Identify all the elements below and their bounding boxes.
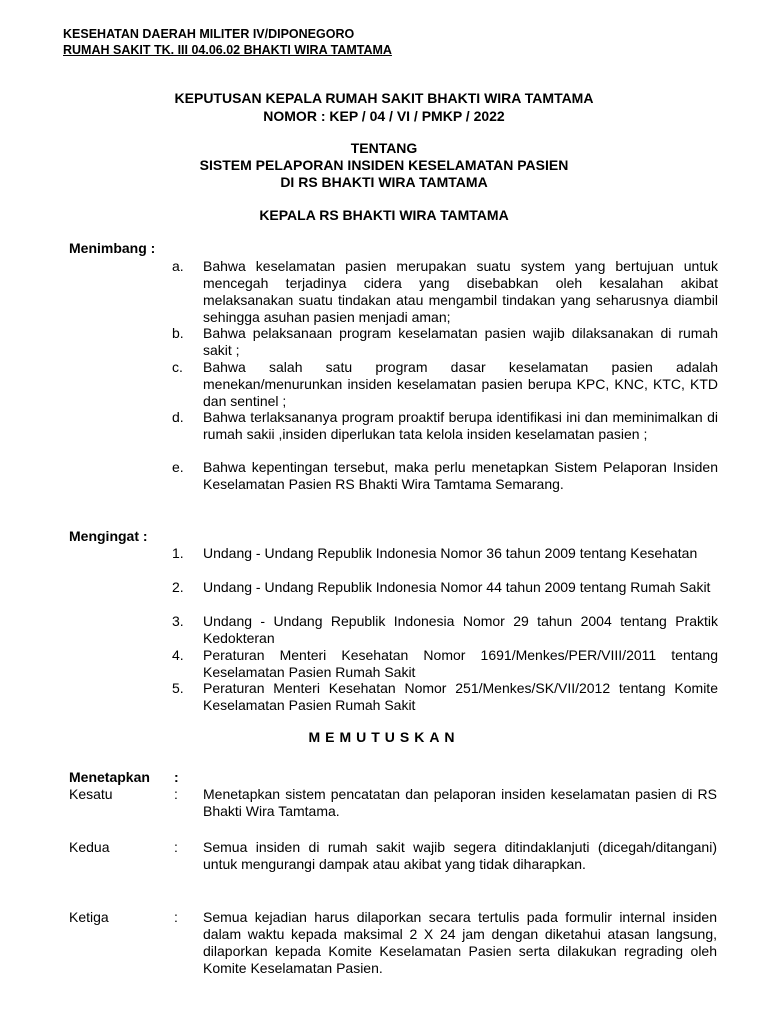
item-text: Bahwa kepentingan tersebut, maka perlu menetapkan Sistem Pelaporan Insiden Keselamatan Pasien RS Bhakti Wira Tamtama Semarang. — [203, 459, 718, 492]
item-marker: 5. — [172, 680, 184, 696]
item-text: Peraturan Menteri Kesehatan Nomor 251/Menkes/SK/VII/2012 tentang Komite Keselamatan Pasien Rumah Sakit — [203, 680, 718, 713]
item-text: Bahwa keselamatan pasien merupakan suatu system yang bertujuan untuk mencegah terjadinya cidera yang disebabkan oleh kesalahan akibat melaksanakan suatu tindakan atau mengambil tindakan yang seharusnya diambil sehingga asuhan pasien menjadi aman; — [203, 258, 718, 325]
item-text: Undang - Undang Republik Indonesia Nomor 36 tahun 2009 tentang Kesehatan — [203, 545, 698, 561]
mengingat-label: Mengingat : — [69, 528, 148, 544]
clause-colon: : — [174, 786, 178, 802]
mengingat-item — [172, 545, 718, 562]
item-marker: 1. — [172, 545, 184, 561]
clause-colon: : — [174, 909, 178, 925]
item-marker: a. — [172, 258, 184, 274]
mengingat-item — [172, 613, 718, 647]
menimbang-item — [172, 258, 718, 326]
menimbang-item — [172, 459, 718, 493]
clause-text: Menetapkan sistem pencatatan dan pelaporan insiden keselamatan pasien di RS Bhakti Wira Tamtama. — [203, 786, 717, 819]
item-text: Undang - Undang Republik Indonesia Nomor 44 tahun 2009 tentang Rumah Sakit — [203, 579, 711, 595]
item-marker: c. — [172, 359, 183, 375]
item-marker: e. — [172, 459, 184, 475]
subject-line2: DI RS BHAKTI WIRA TAMTAMA — [280, 174, 488, 190]
decree-title: KEPUTUSAN KEPALA RUMAH SAKIT BHAKTI WIRA TAMTAMA — [174, 90, 594, 106]
clause-text: Semua insiden di rumah sakit wajib segera ditindaklanjuti (dicegah/ditangani) untuk mengurangi dampak atau akibat yang tidak diharapkan. — [203, 839, 717, 872]
issuer-heading: KEPALA RS BHAKTI WIRA TAMTAMA — [259, 207, 509, 223]
menetapkan-label: Menetapkan — [69, 769, 150, 785]
item-text: Undang - Undang Republik Indonesia Nomor 29 tahun 2004 tentang Praktik Kedokteran — [203, 613, 718, 646]
menimbang-item — [172, 325, 718, 359]
menimbang-label: Menimbang : — [69, 240, 156, 256]
item-marker: d. — [172, 409, 184, 425]
menimbang-item — [172, 409, 718, 443]
clause-name: Ketiga — [69, 909, 109, 925]
item-marker: 4. — [172, 647, 184, 663]
mengingat-item — [172, 647, 718, 681]
item-marker: 3. — [172, 613, 184, 629]
clause-text: Semua kejadian harus dilaporkan secara tertulis pada formulir internal insiden dalam waktu kepada maksimal 2 X 24 jam dengan diketahui atasan langsung, dilaporkan kepada Komite Keselamatan Pasien serta dilakukan regrading oleh Komite Keselamatan Pasien. — [203, 909, 717, 976]
institution-header-line1: KESEHATAN DAERAH MILITER IV/DIPONEGORO — [63, 27, 355, 41]
subject-line1: SISTEM PELAPORAN INSIDEN KESELAMATAN PASIEN — [199, 157, 569, 173]
tentang-heading: TENTANG — [350, 140, 418, 156]
memutuskan-heading: MEMUTUSKAN — [308, 729, 460, 745]
item-text: Bahwa pelaksanaan program keselamatan pasien wajib dilaksanakan di rumah sakit ; — [203, 325, 718, 358]
item-marker: 2. — [172, 579, 184, 595]
institution-header-line2: RUMAH SAKIT TK. III 04.06.02 BHAKTI WIRA TAMTAMA — [63, 43, 392, 57]
clause-name: Kedua — [69, 839, 110, 855]
mengingat-item — [172, 680, 718, 714]
item-marker: b. — [172, 325, 184, 341]
item-text: Bahwa salah satu program dasar keselamatan pasien adalah menekan/menurunkan insiden keselamatan pasien berupa KPC, KNC, KTC, KTD dan sentinel ; — [203, 359, 718, 409]
clause-name: Kesatu — [69, 786, 113, 802]
item-text: Bahwa terlaksananya program proaktif berupa identifikasi ini dan meminimalkan di rumah sakii ,insiden diperlukan tata kelola insiden keselamatan pasien ; — [203, 409, 718, 442]
menimbang-item — [172, 359, 718, 410]
item-text: Peraturan Menteri Kesehatan Nomor 1691/Menkes/PER/VIII/2011 tentang Keselamatan Pasien Rumah Sakit — [203, 647, 718, 680]
mengingat-item — [172, 579, 718, 596]
decree-number: NOMOR : KEP / 04 / VI / PMKP / 2022 — [263, 108, 505, 124]
clause-colon: : — [174, 839, 178, 855]
menetapkan-colon: : — [174, 769, 179, 785]
